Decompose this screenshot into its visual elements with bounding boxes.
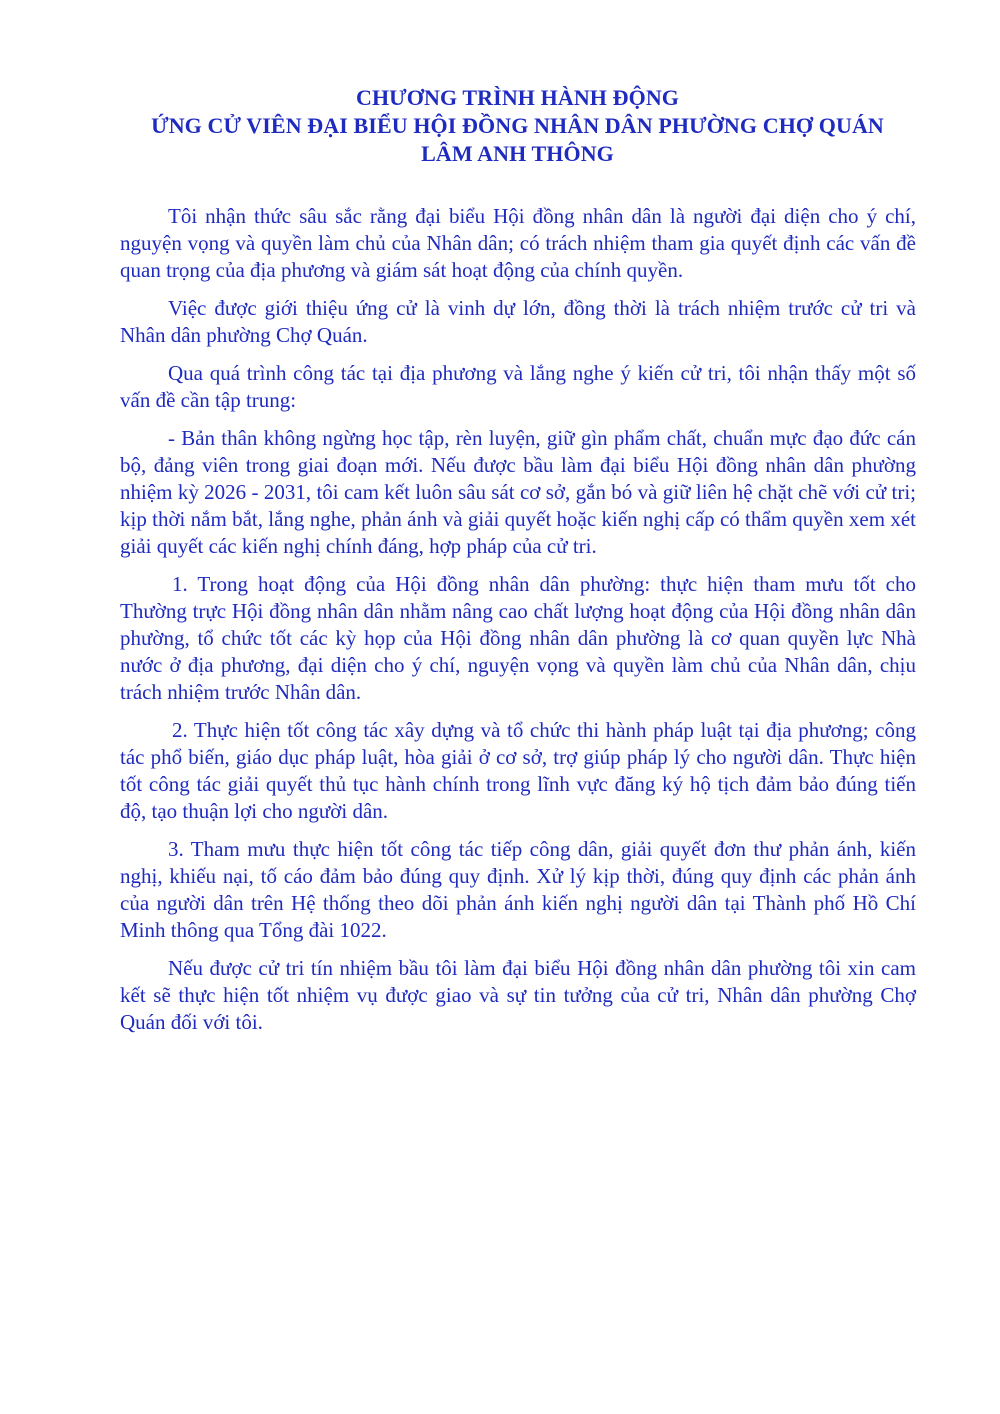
title-line-3: LÂM ANH THÔNG — [421, 141, 614, 166]
title-line-2: ỨNG CỬ VIÊN ĐẠI BIỂU HỘI ĐỒNG NHÂN DÂN PHƯỜNG CHỢ QUÁN — [151, 113, 884, 138]
paragraph-intro: Tôi nhận thức sâu sắc rằng đại biểu Hội đồng nhân dân là người đại diện cho ý chí, nguyện vọng và quyền làm chủ của Nhân dân; có trách nhiệm tham gia quyết định các vấn đề quan trọng của địa phương và giám sát hoạt động của chính quyền. — [120, 204, 916, 282]
list-item-2: 2. Thực hiện tốt công tác xây dựng và tổ chức thi hành pháp luật tại địa phương; công tác phổ biến, giáo dục pháp luật, hòa giải ở cơ sở, trợ giúp pháp lý cho người dân. Thực hiện tốt công tác giải quyết thủ tục hành chính trong lĩnh vực đăng ký hộ tịch đảm bảo đúng tiến độ, tạo thuận lợi cho người dân. — [120, 718, 916, 823]
document-body — [120, 203, 916, 1047]
paragraph-focus-issues: Qua quá trình công tác tại địa phương và lắng nghe ý kiến cử tri, tôi nhận thấy một số vấn đề cần tập trung: — [120, 361, 916, 412]
paragraph-closing: Nếu được cử tri tín nhiệm bầu tôi làm đại biểu Hội đồng nhân dân phường tôi xin cam kết sẽ thực hiện tốt nhiệm vụ được giao và sự tin tưởng của cử tri, Nhân dân phường Chợ Quán đối với tôi. — [120, 956, 916, 1034]
paragraph-nomination: Việc được giới thiệu ứng cử là vinh dự lớn, đồng thời là trách nhiệm trước cử tri và Nhân dân phường Chợ Quán. — [120, 296, 916, 347]
paragraph-commitment: - Bản thân không ngừng học tập, rèn luyện, giữ gìn phẩm chất, chuẩn mực đạo đức cán bộ, đảng viên trong giai đoạn mới. Nếu được bầu làm đại biểu Hội đồng nhân dân phường nhiệm kỳ 2026 - 2031, tôi cam kết luôn sâu sát cơ sở, gắn bó và giữ liên hệ chặt chẽ với cử tri; kịp thời nắm bắt, lắng nghe, phản ánh và giải quyết hoặc kiến nghị cấp có thẩm quyền xem xét giải quyết các kiến nghị chính đáng, hợp pháp của cử tri. — [120, 426, 916, 558]
list-item-1: 1. Trong hoạt động của Hội đồng nhân dân phường: thực hiện tham mưu tốt cho Thường trực Hội đồng nhân dân nhằm nâng cao chất lượng hoạt động của Hội đồng nhân dân phường, tổ chức tốt các kỳ họp của Hội đồng nhân dân phường là cơ quan quyền lực Nhà nước ở địa phương, đại diện cho ý chí, nguyện vọng và quyền làm chủ của Nhân dân, chịu trách nhiệm trước Nhân dân. — [120, 572, 916, 704]
title-line-1: CHƯƠNG TRÌNH HÀNH ĐỘNG — [355, 85, 680, 110]
list-item-3: 3. Tham mưu thực hiện tốt công tác tiếp công dân, giải quyết đơn thư phản ánh, kiến nghị, khiếu nại, tố cáo đảm bảo đúng quy định. Xử lý kịp thời, đúng quy định các phản ánh của người dân trên Hệ thống theo dõi phản ánh kiến nghị người dân tại Thành phố Hồ Chí Minh thông qua Tổng đài 1022. — [120, 837, 916, 942]
document-title — [100, 84, 935, 168]
